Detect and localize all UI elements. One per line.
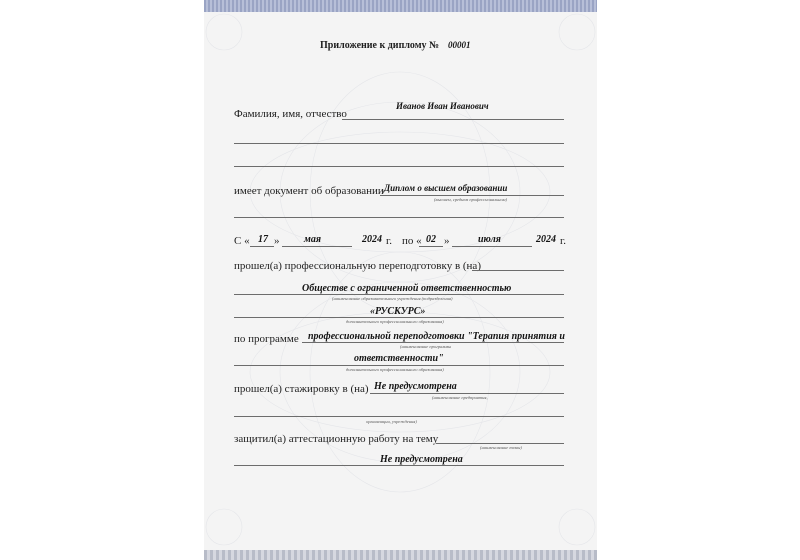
fio-underline <box>342 119 564 120</box>
internship-value: Не предусмотрена <box>374 381 457 392</box>
thesis-underline <box>436 443 564 444</box>
period-from-close-quote: » <box>274 235 280 247</box>
period-to-prefix: по « <box>402 235 422 247</box>
internship-underline-2 <box>234 416 564 417</box>
period-to-day: 02 <box>426 234 436 245</box>
appendix-title: Приложение к диплому № <box>320 40 440 51</box>
decorative-top-band <box>204 0 597 12</box>
program-value-line-2: ответственности" <box>354 353 444 364</box>
period-from-year: 2024 <box>362 234 382 245</box>
period-to-month: июля <box>478 234 501 245</box>
program-value-line-1: профессиональной переподготовки "Терапия принятия и <box>308 331 565 342</box>
decorative-bottom-band <box>204 550 597 560</box>
organization-value: Обществе с ограниченной ответственностью <box>302 283 512 294</box>
period-from-day-underline <box>250 246 274 247</box>
program-label: по программе <box>234 333 299 345</box>
organization-underline <box>234 294 564 295</box>
period-from-month: мая <box>304 234 322 245</box>
thesis-value: Не предусмотрена <box>380 454 463 465</box>
internship-caption: (наименование предприятия, <box>432 395 488 400</box>
retraining-underline <box>472 270 564 271</box>
education-doc-label: имеет документ об образовании <box>234 185 384 197</box>
education-doc-underline <box>380 195 564 196</box>
period-from-day: 17 <box>258 234 268 245</box>
guilloche-background-pattern <box>204 12 597 550</box>
period-to-year: 2024 <box>536 234 556 245</box>
period-to-close-quote: » <box>444 235 450 247</box>
education-doc-value: Диплом о высшем образовании <box>384 183 508 193</box>
diploma-appendix-page <box>204 0 597 560</box>
program-underline-1 <box>302 342 564 343</box>
blank-line <box>234 143 564 144</box>
period-to-month-underline <box>452 246 532 247</box>
organization-caption: (наименование образовательного учреждения (подразделения) <box>332 296 453 301</box>
organization-name-underline <box>234 317 564 318</box>
blank-line <box>234 217 564 218</box>
organization-name: «РУСКУРС» <box>370 306 426 317</box>
period-to-day-underline <box>419 246 443 247</box>
education-doc-caption: (высшем, среднем профессиональном) <box>434 197 507 202</box>
period-to-year-suffix: г. <box>560 235 567 247</box>
thesis-underline-2 <box>234 465 564 466</box>
internship-label: прошел(а) стажировку в (на) <box>234 383 369 395</box>
internship-underline <box>370 393 564 394</box>
diploma-number: 00001 <box>448 40 471 50</box>
fio-label: Фамилия, имя, отчество <box>234 108 347 120</box>
period-from-month-underline <box>282 246 352 247</box>
program-caption-1: (наименование программы <box>400 344 452 349</box>
thesis-caption: (наименование темы) <box>480 445 522 450</box>
thesis-label: защитил(а) аттестационную работу на тему <box>234 433 439 445</box>
organization-name-caption: дополнительного профессионального образования) <box>346 319 444 324</box>
retraining-label: прошел(а) профессиональную переподготовку в (на) <box>234 260 481 272</box>
fio-value: Иванов Иван Иванович <box>396 101 489 111</box>
period-from-prefix: С « <box>234 235 250 247</box>
internship-caption-2: организации, учреждения) <box>366 419 417 424</box>
program-underline-2 <box>234 365 564 366</box>
blank-line <box>234 166 564 167</box>
period-from-year-suffix: г. <box>386 235 393 247</box>
program-caption-2: дополнительного профессионального образования) <box>346 367 444 372</box>
